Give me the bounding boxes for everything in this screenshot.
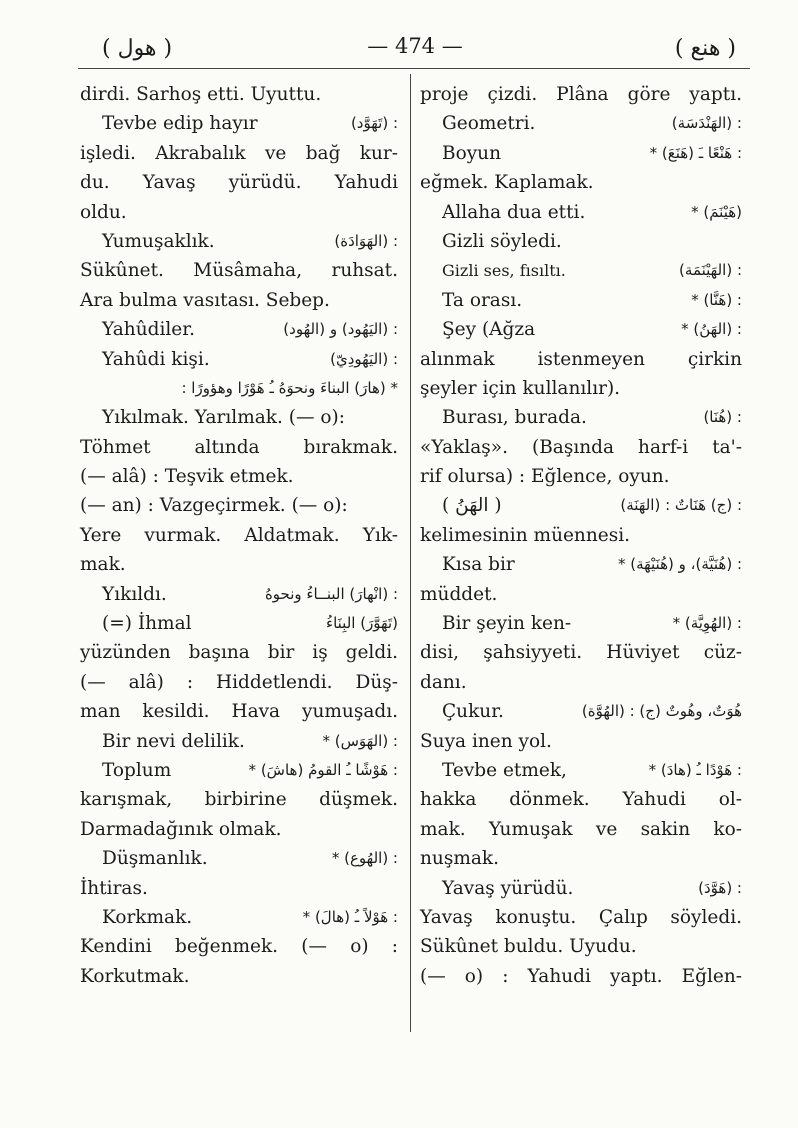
dictionary-line bbox=[80, 756, 398, 785]
dictionary-line bbox=[420, 374, 742, 403]
arabic-headword: : (الهَوَس) * bbox=[322, 731, 398, 750]
arabic-headword: : (هُنَا) bbox=[703, 408, 742, 427]
arabic-headword: : (اليَهُود) و (الهُود) bbox=[283, 320, 398, 339]
entry-text: Bir şeyin ken- bbox=[442, 613, 572, 635]
dictionary-line bbox=[420, 638, 742, 667]
arabic-headword: : هَوْدًا ـُ (هادَ) * bbox=[648, 760, 742, 779]
dictionary-line bbox=[420, 315, 742, 344]
entry-text: Darmadağınık olmak. bbox=[80, 818, 282, 840]
entry-text: proje çizdi. Plâna göre yaptı. bbox=[420, 84, 742, 105]
entry-text: Tevbe edip hayır bbox=[102, 113, 258, 135]
entry-text: hakka dönmek. Yahudi ol- bbox=[420, 789, 742, 811]
entry-text: Ara bulma vasıtası. Sebep. bbox=[80, 289, 330, 311]
dictionary-line bbox=[420, 727, 742, 756]
right-column bbox=[420, 80, 742, 991]
entry-text: Şey (Ağza bbox=[442, 319, 536, 341]
arabic-headword: : (الهُوع) * bbox=[331, 849, 398, 868]
arabic-headword: : هَوْشًا ـُ القومُ (هاشَ) * bbox=[248, 760, 398, 779]
dictionary-line bbox=[420, 433, 742, 462]
dictionary-line bbox=[420, 109, 742, 138]
entry-text: danı. bbox=[420, 671, 467, 693]
entry-text: ( الهَنُ ) bbox=[442, 495, 502, 517]
arabic-headword: (تَهَوَّرَ) البِنَاءُ bbox=[326, 614, 398, 633]
dictionary-line bbox=[420, 550, 742, 579]
entry-text: Burası, burada. bbox=[442, 407, 587, 429]
dictionary-line bbox=[80, 109, 398, 138]
dictionary-line bbox=[420, 962, 742, 991]
entry-text: Sükûnet buldu. Uyudu. bbox=[420, 936, 637, 958]
dictionary-line bbox=[420, 844, 742, 873]
dictionary-line bbox=[420, 80, 742, 109]
dictionary-line bbox=[420, 491, 742, 520]
dictionary-line bbox=[420, 139, 742, 168]
entry-text: Yumuşaklık. bbox=[102, 230, 215, 252]
entry-text: Gizli söyledi. bbox=[442, 230, 562, 252]
dictionary-line bbox=[420, 286, 742, 315]
dictionary-line bbox=[80, 198, 398, 227]
entry-text: Suya inen yol. bbox=[420, 730, 552, 752]
dictionary-line bbox=[80, 727, 398, 756]
entry-text: Bir nevi delilik. bbox=[102, 730, 245, 752]
arabic-headword: : هَوْلاً ـُ (هالَ) * bbox=[302, 907, 398, 926]
dictionary-line bbox=[420, 198, 742, 227]
entry-text: (— alâ) : Hiddetlendi. Düş- bbox=[80, 671, 398, 693]
entry-text: Ta orası. bbox=[442, 289, 523, 311]
entry-text: Allaha dua etti. bbox=[442, 201, 586, 223]
dictionary-line bbox=[80, 697, 398, 726]
dictionary-line bbox=[420, 227, 742, 256]
dictionary-line bbox=[420, 903, 742, 932]
entry-text: mak. Yumuşak ve sakin ko- bbox=[420, 818, 742, 840]
entry-text: Yıkıldı. bbox=[102, 583, 167, 605]
dictionary-line bbox=[80, 932, 398, 961]
dictionary-line bbox=[420, 462, 742, 491]
dictionary-line bbox=[80, 874, 398, 903]
arabic-headword: : (الهَوَادَة) bbox=[334, 231, 398, 250]
entry-text: Düşmanlık. bbox=[102, 848, 208, 870]
entry-text: Çukur. bbox=[442, 701, 504, 723]
arabic-headword: : (انْهارَ) البنــاءُ ونحوهُ bbox=[264, 584, 398, 603]
dictionary-line bbox=[420, 168, 742, 197]
dictionary-line bbox=[80, 403, 398, 432]
dictionary-line bbox=[420, 874, 742, 903]
dictionary-line bbox=[80, 462, 398, 491]
dictionary-line bbox=[80, 903, 398, 932]
arabic-headword: (هَيْنَمَ) * bbox=[691, 202, 742, 221]
entry-text: mak. bbox=[80, 554, 126, 576]
entry-text: du. Yavaş yürüdü. Yahudi bbox=[80, 172, 398, 194]
header-left-word: ( هول ) bbox=[102, 36, 173, 61]
entry-text: Kısa bir bbox=[442, 554, 515, 576]
dictionary-line bbox=[80, 433, 398, 462]
dictionary-line bbox=[420, 580, 742, 609]
dictionary-line bbox=[80, 168, 398, 197]
arabic-headword: : (تَهَوَّد) bbox=[350, 114, 398, 133]
arabic-headword: : (هَوَّدَ) bbox=[698, 878, 742, 897]
dictionary-line bbox=[80, 638, 398, 667]
arabic-headword: : (الهَنْدَسَة) bbox=[671, 114, 742, 133]
dictionary-line bbox=[80, 491, 398, 520]
arabic-headword: : (هُنَيَّة)، و (هُنَيْهَة) * bbox=[617, 555, 742, 574]
entry-text: Toplum bbox=[102, 759, 172, 781]
entry-text: Gizli ses, fısıltı. bbox=[442, 261, 566, 281]
entry-text: Yavaş yürüdü. bbox=[442, 877, 574, 899]
dictionary-line bbox=[420, 756, 742, 785]
entry-text: (— o) : Yahudi yaptı. Eğlen- bbox=[420, 965, 742, 987]
dictionary-line bbox=[80, 521, 398, 550]
dictionary-line bbox=[420, 609, 742, 638]
dictionary-line bbox=[80, 256, 398, 285]
entry-text: (— an) : Vazgeçirmek. (— o): bbox=[80, 495, 348, 517]
entry-text: Sükûnet. Müsâmaha, ruhsat. bbox=[80, 260, 398, 282]
entry-text: müddet. bbox=[420, 583, 498, 605]
dictionary-line bbox=[80, 227, 398, 256]
entry-text: Yavaş konuştu. Çalıp söyledi. bbox=[420, 906, 742, 928]
arabic-headword: : هَنْعًا ـَ (هَنَعَ) * bbox=[649, 143, 742, 162]
dictionary-line bbox=[420, 932, 742, 961]
dictionary-line bbox=[420, 815, 742, 844]
dictionary-line bbox=[420, 345, 742, 374]
entry-text: Yere vurmak. Aldatmak. Yık- bbox=[80, 524, 398, 546]
arabic-headword: هُوَتٌ، وهُوتٌ (ج) : (الهُوَّة) bbox=[581, 702, 742, 721]
arabic-headword: : (الهَيْنَمَة) bbox=[679, 261, 742, 280]
arabic-headword: : (الهُوِيَّة) * bbox=[672, 614, 742, 633]
entry-text: Kendini beğenmek. (— o) : bbox=[80, 936, 398, 958]
dictionary-line bbox=[420, 785, 742, 814]
entry-text: oldu. bbox=[80, 201, 127, 223]
dictionary-line bbox=[80, 844, 398, 873]
entry-text: dirdi. Sarhoş etti. Uyuttu. bbox=[80, 84, 322, 105]
entry-text: kelimesinin müennesi. bbox=[420, 524, 630, 546]
dictionary-line bbox=[80, 609, 398, 638]
entry-text: Yahûdi kişi. bbox=[102, 348, 210, 370]
entry-text: rif olursa) : Eğlence, oyun. bbox=[420, 466, 670, 488]
entry-text: karışmak, birbirine düşmek. bbox=[80, 789, 398, 811]
arabic-headword: : (ج) هَنَاتٌ : (الهَنَة) bbox=[620, 496, 742, 515]
dictionary-line bbox=[420, 256, 742, 285]
header-right-word: ( هنع ) bbox=[674, 36, 736, 61]
left-column bbox=[80, 80, 398, 991]
entry-text: «Yaklaş». (Başında harf-i ta'- bbox=[420, 436, 742, 458]
entry-text: işledi. Akrabalık ve bağ kur- bbox=[80, 142, 398, 164]
dictionary-line bbox=[80, 80, 398, 109]
dictionary-line bbox=[420, 668, 742, 697]
entry-text: alınmak istenmeyen çirkin bbox=[420, 348, 742, 370]
dictionary-line bbox=[80, 345, 398, 374]
dictionary-line bbox=[80, 668, 398, 697]
dictionary-line bbox=[80, 962, 398, 991]
entry-text: (=) İhmal bbox=[102, 613, 192, 635]
arabic-headword: : (هَنَّا) * bbox=[691, 290, 742, 309]
dictionary-line bbox=[80, 286, 398, 315]
entry-text: man kesildi. Hava yumuşadı. bbox=[80, 701, 398, 723]
entry-text: Korkmak. bbox=[102, 906, 193, 928]
dictionary-line bbox=[80, 139, 398, 168]
arabic-headword: : (الهَنُ) * bbox=[681, 320, 742, 339]
page-header bbox=[70, 30, 760, 70]
dictionary-line bbox=[80, 785, 398, 814]
dictionary-line bbox=[80, 550, 398, 579]
entry-text: Yahûdiler. bbox=[102, 319, 195, 341]
header-rule bbox=[78, 68, 750, 69]
entry-text: eğmek. Kaplamak. bbox=[420, 172, 594, 194]
dictionary-line bbox=[420, 403, 742, 432]
entry-text: disi, şahsiyyeti. Hüviyet cüz- bbox=[420, 642, 742, 664]
entry-text: Korkutmak. bbox=[80, 965, 190, 987]
dictionary-line bbox=[80, 815, 398, 844]
entry-text: yüzünden başına bir iş geldi. bbox=[80, 642, 398, 664]
dictionary-line bbox=[420, 697, 742, 726]
entry-text: Yıkılmak. Yarılmak. (— o): bbox=[102, 407, 345, 429]
entry-text: Tevbe etmek, bbox=[442, 759, 567, 781]
entry-text: şeyler için kullanılır). bbox=[420, 377, 621, 399]
entry-text: Geometri. bbox=[442, 113, 536, 135]
entry-text: (— alâ) : Teşvik etmek. bbox=[80, 466, 294, 488]
entry-text: nuşmak. bbox=[420, 848, 499, 870]
column-divider bbox=[410, 74, 411, 1032]
entry-text: İhtiras. bbox=[80, 877, 148, 899]
entry-text: Boyun bbox=[442, 142, 502, 164]
dictionary-line bbox=[420, 521, 742, 550]
entry-text: Töhmet altında bırakmak. bbox=[80, 436, 398, 458]
arabic-headword: * (هارَ) البناءَ ونحوَهُ ـُ هَوْرًا وهؤورًا : bbox=[181, 378, 398, 397]
dictionary-line bbox=[80, 374, 398, 403]
arabic-headword: : (اليَهُودِيّ) bbox=[330, 349, 398, 368]
dictionary-line bbox=[80, 580, 398, 609]
dictionary-line bbox=[80, 315, 398, 344]
page-number: — 474 — bbox=[367, 34, 463, 58]
